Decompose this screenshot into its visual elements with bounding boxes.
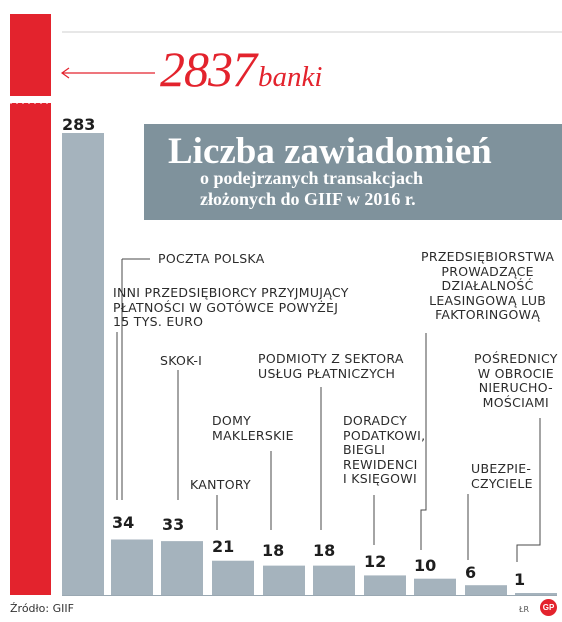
axis-break-gap xyxy=(8,96,53,103)
value-label-1: 34 xyxy=(112,513,135,532)
category-label-5: PODMIOTY Z SEKTORA USŁUG PŁATNICZYCH xyxy=(258,351,404,381)
value-label-7: 10 xyxy=(414,556,437,575)
value-label-8: 6 xyxy=(465,563,477,582)
bar-0 xyxy=(62,133,104,595)
value-label-5: 18 xyxy=(313,541,336,560)
bar-3 xyxy=(212,561,254,595)
publisher-logo: GP xyxy=(540,599,557,616)
source-note: Źródło: GIIF xyxy=(10,602,74,615)
banks-total-label xyxy=(160,40,322,98)
value-label-6: 12 xyxy=(364,552,387,571)
bar-7 xyxy=(414,579,456,595)
value-label-9: 1 xyxy=(514,570,526,589)
value-label-2: 33 xyxy=(162,515,185,534)
category-label-2: SKOK-I xyxy=(160,353,203,368)
value-label-0: 283 xyxy=(62,115,96,134)
value-label-3: 21 xyxy=(212,537,235,556)
bar-2 xyxy=(161,541,203,595)
bar-5 xyxy=(313,566,355,595)
category-label-1: INNI PRZEDSIĘBIORCY PRZYJMUJĄCY PŁATNOŚCI W GOTÓWCE POWYŻEJ 15 TYS. EURO xyxy=(113,285,349,329)
chart-subtitle: o podejrzanych transakcjach złożonych do GIIF w 2016 r. xyxy=(200,168,423,209)
bar-8 xyxy=(465,585,507,595)
category-label-4: DOMY MAKLERSKIE xyxy=(212,413,294,443)
chart-title: Liczba zawiadomień xyxy=(168,131,492,172)
bar-6 xyxy=(364,575,406,595)
bar-1 xyxy=(111,539,153,595)
category-label-0: POCZTA POLSKA xyxy=(158,251,265,266)
category-label-8: UBEZPIE- CZYCIELE xyxy=(471,461,533,491)
category-label-7: PRZEDSIĘBIORSTWA PROWADZĄCE DZIAŁALNOŚĆ LEASINGOWĄ LUB FAKTORINGOWĄ xyxy=(421,249,555,322)
category-label-6: DORADCY PODATKOWI, BIEGLI REWIDENCI I KSIĘGOWI xyxy=(343,413,426,486)
category-label-3: KANTORY xyxy=(190,477,251,492)
author-initials: ŁR xyxy=(519,605,530,614)
bar-4 xyxy=(263,566,305,595)
bar-9 xyxy=(515,593,557,595)
category-label-9: POŚREDNICY W OBROCIE NIERUCHO- MOŚCIAMI xyxy=(474,351,558,410)
banks-total-unit: banki xyxy=(258,61,323,93)
banks-total-value: 2837 xyxy=(160,41,256,97)
value-label-4: 18 xyxy=(262,541,285,560)
